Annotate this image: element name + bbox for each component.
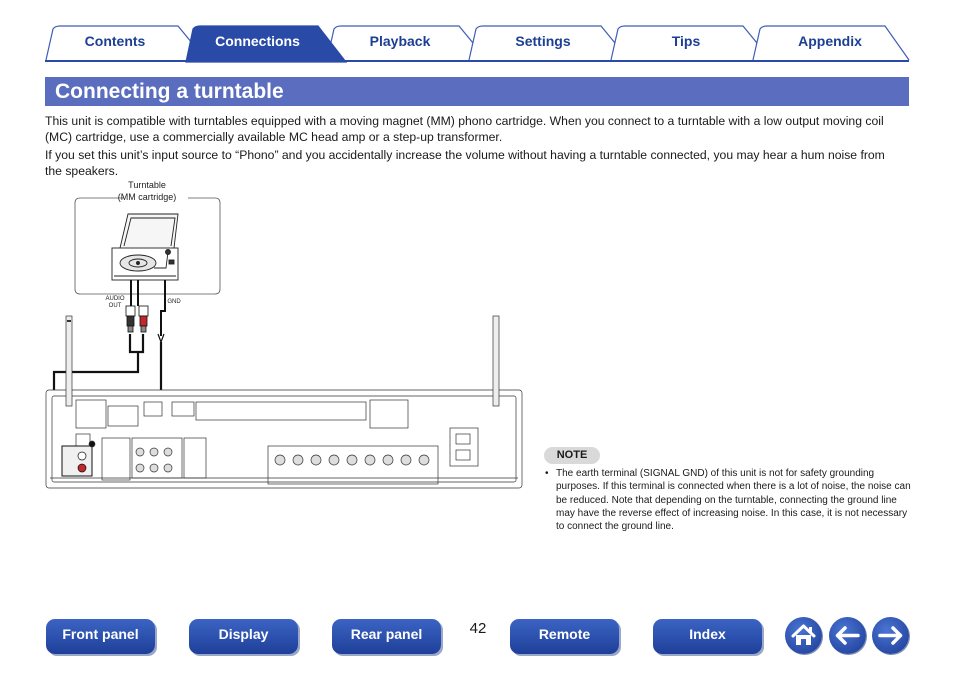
turntable-label-line2: (MM cartridge) <box>117 192 177 202</box>
connection-diagram-drawing <box>40 176 530 506</box>
page-number: 42 <box>469 620 487 637</box>
page-title: Connecting a turntable <box>55 80 284 103</box>
note-bullet: • <box>545 468 549 479</box>
intro-paragraph: This unit is compatible with turntables equipped with a moving magnet (MM) phono cartridge. When you connect to a turntable with a low output moving coil (MC) cartridge, use a commercially available MC head amp or a step-up transformer. <box>45 114 884 144</box>
note-text: The earth terminal (SIGNAL GND) of this unit is not for safety grounding purposes. If this terminal is connected when there is a lot of noise, the noise can be reduced. Note that depending on the turntable, connecting the ground line may have the reverse effect of increasing noise. In this case, it is not necessary to connect the ground line. <box>556 468 911 533</box>
back-button[interactable] <box>829 617 866 654</box>
gnd-label: GND <box>167 299 181 305</box>
page-title-bar <box>45 77 909 106</box>
tab-playback[interactable]: Playback <box>369 33 431 49</box>
turntable-label-line1: Turntable <box>128 180 166 190</box>
av-receiver-rear-panel <box>46 316 522 488</box>
tab-tips[interactable]: Tips <box>671 33 701 49</box>
note-badge: NOTE <box>544 447 600 464</box>
home-button[interactable] <box>785 617 822 654</box>
front-panel-button[interactable]: Front panel <box>46 619 155 654</box>
turntable-icon <box>112 214 178 280</box>
hum-warning-paragraph: If you set this unit’s input source to “Phono” and you accidentally increase the volume without having a turntable connected, you may hear a hum noise from the speakers. <box>45 148 885 178</box>
audio-out-label-line1: AUDIO <box>105 296 125 302</box>
audio-out-label-line2: OUT <box>108 303 122 309</box>
arrow-left-icon <box>829 617 866 654</box>
tab-shapes <box>0 0 954 64</box>
index-button[interactable]: Index <box>653 619 762 654</box>
tab-bar <box>0 0 954 64</box>
tab-connections[interactable]: Connections <box>215 33 300 49</box>
arrow-right-icon <box>872 617 909 654</box>
tab-settings[interactable]: Settings <box>515 33 571 49</box>
home-icon <box>785 617 822 654</box>
forward-button[interactable] <box>872 617 909 654</box>
display-button[interactable]: Display <box>189 619 298 654</box>
connection-diagram <box>40 176 530 506</box>
rear-panel-button[interactable]: Rear panel <box>332 619 441 654</box>
tab-contents[interactable]: Contents <box>84 33 146 49</box>
tab-appendix[interactable]: Appendix <box>798 33 862 49</box>
remote-button[interactable]: Remote <box>510 619 619 654</box>
